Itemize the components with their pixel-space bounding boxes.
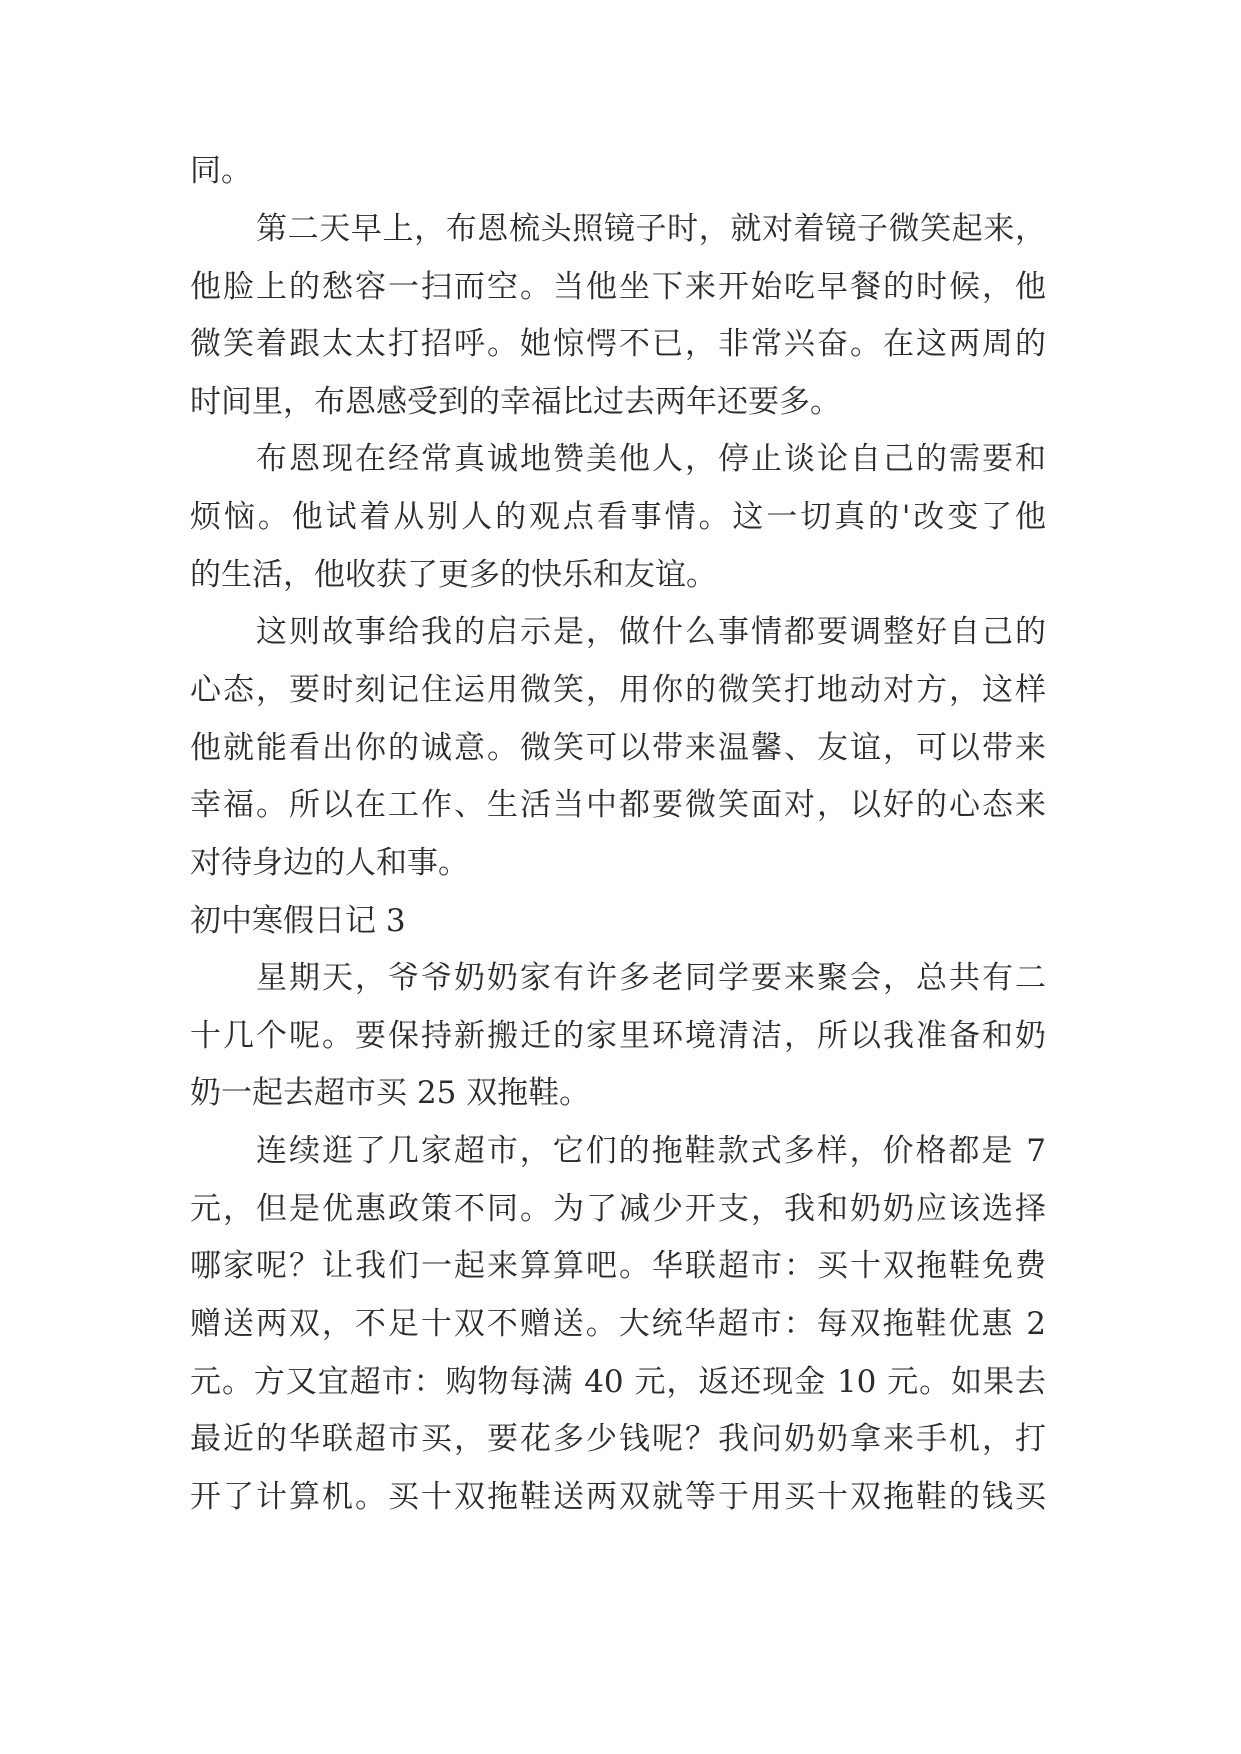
text-line: 最近的华联超市买，要花多少钱呢？我问奶奶拿来手机，打 [190,1421,1046,1457]
paragraph-first-line: 星期天，爷爷奶奶家有许多老同学要来聚会，总共有二 [256,960,1046,996]
text-line: 他就能看出你的诚意。微笑可以带来温馨、友谊，可以带来 [190,730,1046,766]
text-line: 哪家呢？让我们一起来算算吧。华联超市：买十双拖鞋免费 [190,1248,1046,1284]
text-line: 元，但是优惠政策不同。为了减少开支，我和奶奶应该选择 [190,1191,1046,1227]
text-line: 他脸上的愁容一扫而空。当他坐下来开始吃早餐的时候，他 [190,269,1046,305]
paragraph-first-line: 连续逛了几家超市，它们的拖鞋款式多样，价格都是 7 [256,1133,1046,1169]
text-line: 心态，要时刻记住运用微笑，用你的微笑打地动对方，这样 [190,672,1046,708]
section-heading: 初中寒假日记 3 [190,903,406,939]
text-line: 同。 [190,153,252,189]
text-line: 时间里，布恩感受到的幸福比过去两年还要多。 [190,384,841,420]
text-line: 赠送两双，不足十双不赠送。大统华超市：每双拖鞋优惠 2 [190,1306,1046,1342]
text-line: 对待身边的人和事。 [190,845,469,881]
text-line: 元。方又宜超市：购物每满 40 元，返还现金 10 元。如果去 [190,1364,1046,1400]
text-line: 十几个呢。要保持新搬迁的家里环境清洁，所以我准备和奶 [190,1018,1046,1054]
text-line: 的生活，他收获了更多的快乐和友谊。 [190,557,717,593]
text-line: 开了计算机。买十双拖鞋送两双就等于用买十双拖鞋的钱买 [190,1479,1046,1515]
text-line: 幸福。所以在工作、生活当中都要微笑面对，以好的心态来 [190,787,1046,823]
paragraph-first-line: 这则故事给我的启示是，做什么事情都要调整好自己的 [256,614,1046,650]
text-line: 奶一起去超市买 25 双拖鞋。 [190,1075,591,1111]
text-line: 微笑着跟太太打招呼。她惊愕不已，非常兴奋。在这两周的 [190,326,1046,362]
paragraph-first-line: 布恩现在经常真诚地赞美他人，停止谈论自己的需要和 [256,441,1046,477]
paragraph-first-line: 第二天早上，布恩梳头照镜子时，就对着镜子微笑起来， [256,211,1046,247]
text-line: 烦恼。他试着从别人的观点看事情。这一切真的'改变了他 [190,499,1046,535]
